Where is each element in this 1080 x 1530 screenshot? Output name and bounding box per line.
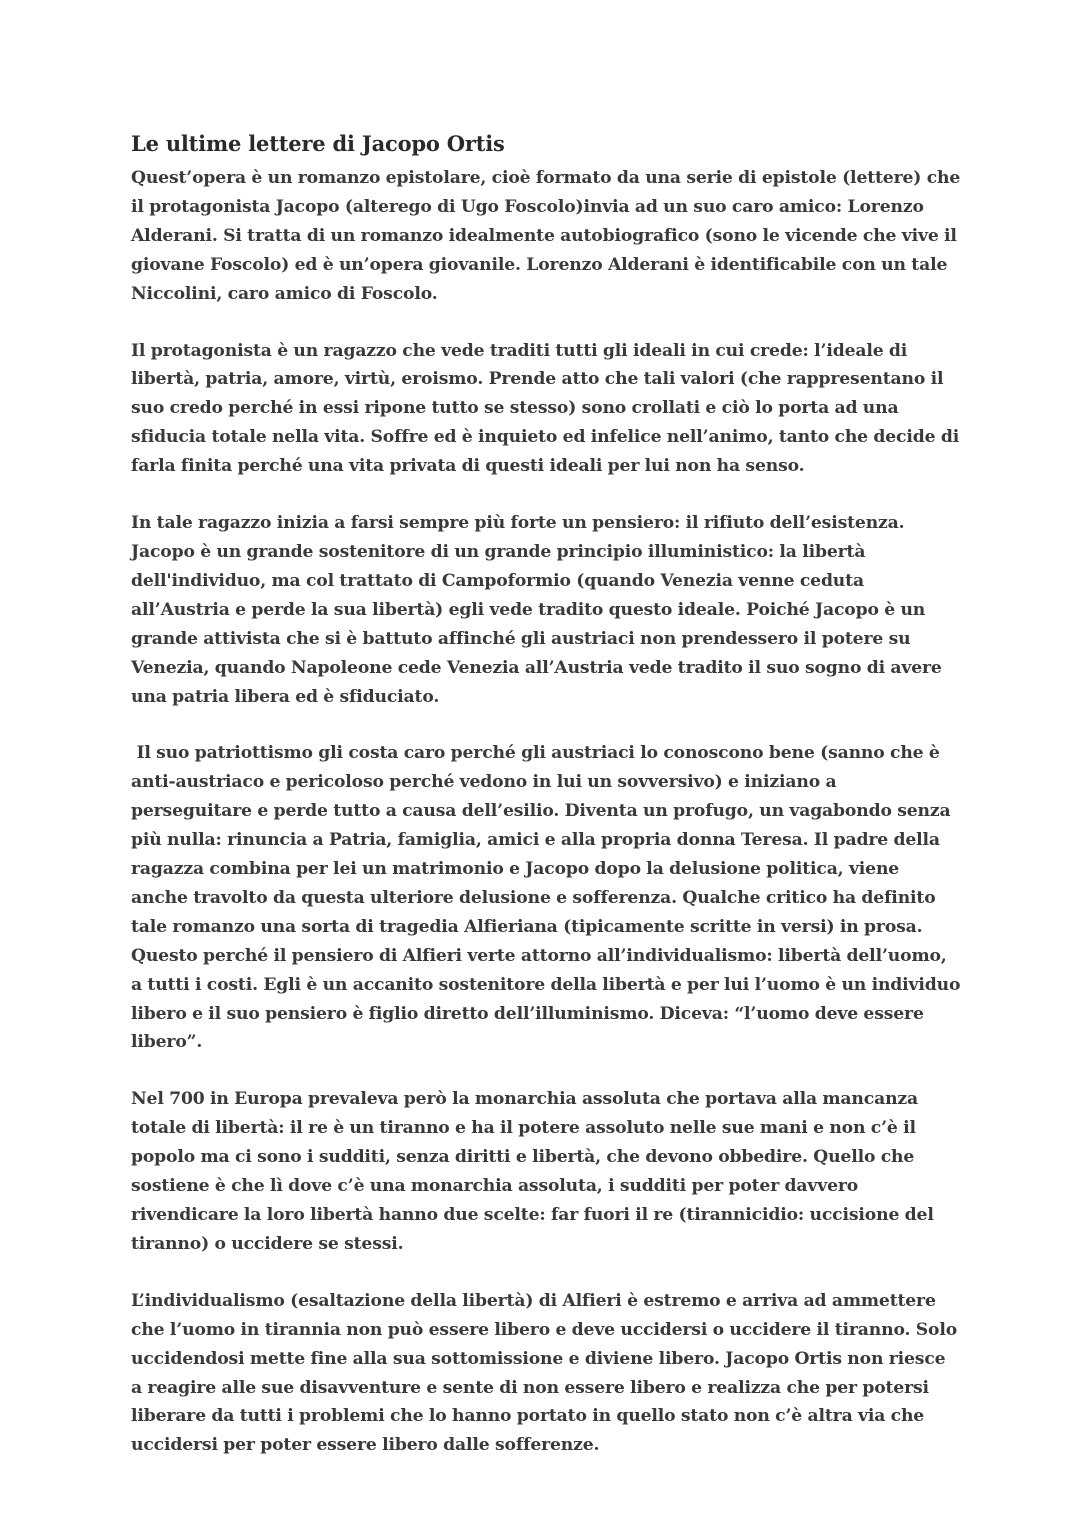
paragraph-individualism: L’individualismo (esaltazione della libertà) di Alfieri è estremo e arriva ad ammettere che l’uomo in tirannia non può essere libero e deve uccidersi o uccidere il tiranno. Solo uccidendosi mette fine alla sua sottomissione e diviene libero. Jacopo Ortis non riesce a reagire alle sue disavventure e sente di non essere libero e realizza che per potersi liberare da tutti i problemi che lo hanno portato in quello stato non c’è altra via che uccidersi per poter essere libero dalle sofferenze. — [131, 1290, 958, 1456]
paragraph-intro: Quest’opera è un romanzo epistolare, cioè formato da una serie di epistole (lettere) che il protagonista Jacopo (alterego di Ugo Foscolo)invia ad un suo caro amico: Lorenzo Alderani. Si tratta di un romanzo idealmente autobiografico (sono le vicende che vive il giovane Foscolo) ed è un’opera giovanile. Lorenzo Alderani è identificabile con un tale Niccolini, caro amico di Foscolo. — [131, 168, 961, 304]
paragraph-protagonist: Il protagonista è un ragazzo che vede traditi tutti gli ideali in cui crede: l’ideale di libertà, patria, amore, virtù, eroismo. Prende atto che tali valori (che rappresentano il suo credo perché in essi ripone tutto se stesso) sono crollati e ciò lo porta ad una sfiducia totale nella vita. Soffre ed è inquieto ed infelice nell’animo, tanto che decide di farla finita perché una vita privata di questi ideali per lui non ha senso. — [131, 340, 960, 477]
paragraph-campoformio: In tale ragazzo inizia a farsi sempre più forte un pensiero: il rifiuto dell’esistenza. Jacopo è un grande sostenitore di un grande principio illuministico: la libertà dell'individuo, ma col trattato di Campoformio (quando Venezia venne ceduta all’Austria e perde la sua libertà) egli vede tradito questo ideale. Poiché Jacopo è un grande attivista che si è battuto affinché gli austriaci non prendessero il potere su Venezia, quando Napoleone cede Venezia all’Austria vede tradito il suo sogno di avere una patria libera ed è sfiduciato. — [131, 513, 942, 707]
paragraph-monarchy: Nel 700 in Europa prevaleva però la monarchia assoluta che portava alla mancanza totale di libertà: il re è un tiranno e ha il potere assoluto nelle sue mani e non c’è il popolo ma ci sono i sudditi, senza diritti e libertà, che devono obbedire. Quello che sostiene è che lì dove c’è una monarchia assoluta, i sudditi per poter davvero rivendicare la loro libertà hanno due scelte: far fuori il re (tirannicidio: uccisione del tiranno) o uccidere se stessi. — [131, 1089, 934, 1254]
document-title: Le ultime lettere di Jacopo Ortis — [131, 131, 505, 156]
paragraph-patriotism: Il suo patriottismo gli costa caro perché gli austriaci lo conoscono bene (sanno che è anti-austriaco e pericoloso perché vedono in lui un sovversivo) e iniziano a perseguitare e perde tutto a causa dell’esilio. Diventa un profugo, un vagabondo senza più nulla: rinuncia a Patria, famiglia, amici e alla propria donna Teresa. Il padre della ragazza combina per lei un matrimonio e Jacopo dopo la delusione politica, viene anche travolto da questa ulteriore delusione e sofferenza. Qualche critico ha definito tale romanzo una sorta di tragedia Alfieriana (tipicamente scritte in versi) in prosa. Questo perché il pensiero di Alfieri verte attorno all’individualismo: libertà dell’uomo, a tutti i costi. Egli è un accanito sostenitore della libertà e per lui l’uomo è un individuo libero e il suo pensiero è figlio diretto dell’illuminismo. Diceva: “l’uomo deve essere libero”. — [131, 743, 961, 1053]
document-page — [131, 128, 961, 1488]
